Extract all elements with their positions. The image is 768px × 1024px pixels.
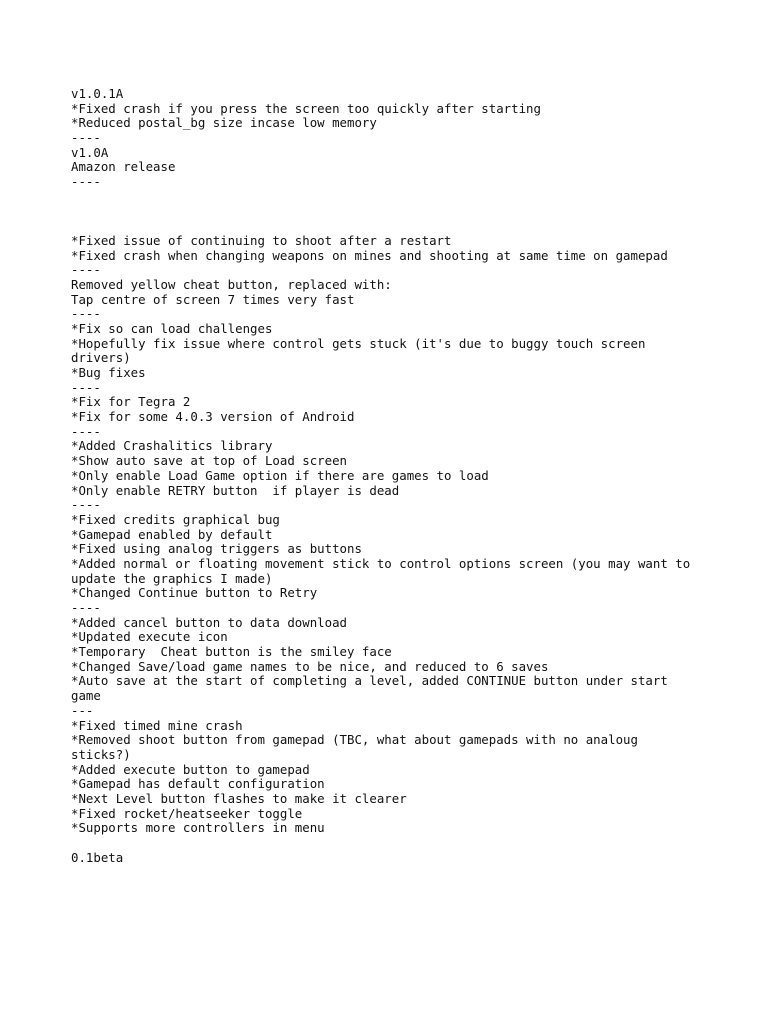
- changelog-line: *Only enable RETRY button if player is dead: [71, 482, 400, 498]
- changelog-line: *Added Crashalitics library: [71, 438, 273, 454]
- changelog-block-3: [71, 851, 711, 866]
- changelog-line: *Fix so can load challenges: [71, 320, 273, 336]
- changelog-line: *Show auto save at top of Load screen: [71, 453, 348, 469]
- changelog-block-2: [71, 234, 711, 836]
- changelog-line: ----: [71, 306, 101, 322]
- changelog-line: *Only enable Load Game option if there are games to load: [71, 467, 489, 483]
- changelog-line: *Fix for some 4.0.3 version of Android: [71, 409, 355, 425]
- changelog-line: *Auto save at the start of completing a level, added CONTINUE button under start: [71, 673, 668, 689]
- changelog-line: *Changed Save/load game names to be nice, and reduced to 6 saves: [71, 658, 549, 674]
- changelog-line: *Supports more controllers in menu: [71, 820, 325, 836]
- changelog-line: *Gamepad has default configuration: [71, 776, 325, 792]
- changelog-line: *Fixed crash if you press the screen too quickly after starting: [71, 100, 541, 116]
- changelog-line: *Next Level button flashes to make it clearer: [71, 790, 407, 806]
- changelog-line: *Fixed issue of continuing to shoot after a restart: [71, 232, 452, 248]
- changelog-line: ----: [71, 600, 101, 615]
- changelog-line: Tap centre of screen 7 times very fast: [71, 291, 355, 307]
- changelog-line: ----: [71, 497, 101, 513]
- changelog-line: ----: [71, 423, 101, 439]
- changelog-line: Amazon release: [71, 159, 176, 175]
- changelog-line: v1.0A: [71, 144, 109, 160]
- changelog-line: *Fixed credits graphical bug: [71, 511, 280, 527]
- changelog-document: [71, 87, 711, 865]
- changelog-line: v1.0.1A: [71, 86, 124, 101]
- changelog-line: *Added normal or floating movement stick to control options screen (you may want to: [71, 555, 691, 571]
- changelog-line: ----: [71, 130, 101, 146]
- changelog-line: ---: [71, 702, 94, 718]
- changelog-line: *Added cancel button to data download: [71, 614, 348, 630]
- blank-gap: [71, 190, 711, 234]
- changelog-block-1: [71, 87, 711, 190]
- blank-gap: [71, 836, 711, 851]
- changelog-line: *Reduced postal_bg size incase low memory: [71, 115, 377, 131]
- changelog-line: *Changed Continue button to Retry: [71, 585, 318, 601]
- changelog-line: *Hopefully fix issue where control gets stuck (it's due to buggy touch screen: [71, 335, 646, 351]
- changelog-line: *Fixed using analog triggers as buttons: [71, 541, 362, 557]
- changelog-line: *Updated execute icon: [71, 629, 228, 645]
- changelog-line: ----: [71, 262, 101, 278]
- changelog-line: ----: [71, 379, 101, 395]
- changelog-line: *Gamepad enabled by default: [71, 526, 273, 542]
- changelog-line: game: [71, 688, 101, 704]
- changelog-line: Removed yellow cheat button, replaced with:: [71, 276, 392, 292]
- changelog-line: *Bug fixes: [71, 365, 146, 380]
- changelog-line: *Added execute button to gamepad: [71, 761, 310, 777]
- changelog-line: *Removed shoot button from gamepad (TBC, what about gamepads with no analoug: [71, 732, 638, 748]
- changelog-line: 0.1beta: [71, 849, 124, 865]
- changelog-line: *Fixed rocket/heatseeker toggle: [71, 805, 303, 821]
- changelog-line: *Temporary Cheat button is the smiley face: [71, 644, 392, 660]
- changelog-line: drivers): [71, 350, 131, 366]
- changelog-line: *Fixed crash when changing weapons on mines and shooting at same time on gamepad: [71, 247, 668, 263]
- changelog-line: sticks?): [71, 746, 131, 762]
- changelog-line: ----: [71, 174, 101, 190]
- changelog-line: update the graphics I made): [71, 570, 273, 586]
- changelog-line: *Fix for Tegra 2: [71, 394, 191, 410]
- changelog-line: *Fixed timed mine crash: [71, 717, 243, 733]
